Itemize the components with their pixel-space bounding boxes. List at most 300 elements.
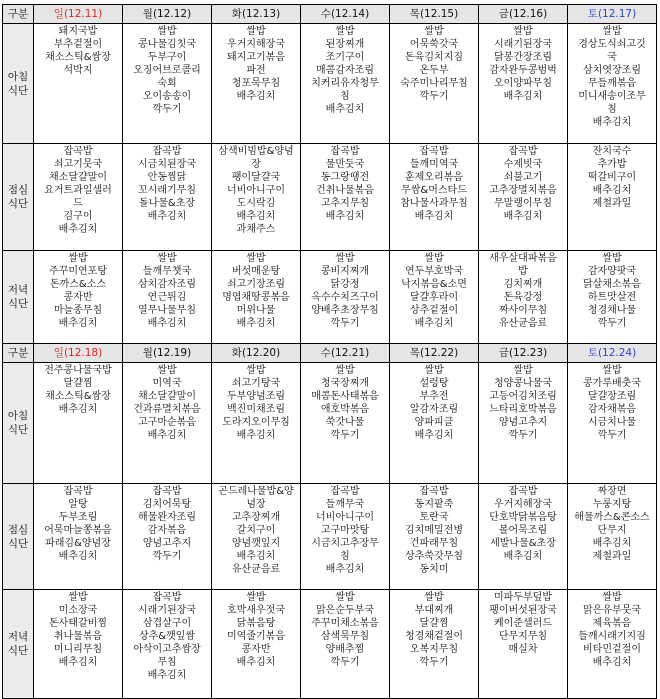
menu-item: 고추장멸치볶음 xyxy=(489,185,557,196)
menu-item: 미소장국 xyxy=(58,605,98,616)
menu-item: 쌀밥 xyxy=(246,365,266,376)
menu-item: 된장찌개 xyxy=(325,39,365,50)
menu-item: 취나물볶음 xyxy=(53,631,103,642)
menu-cell xyxy=(568,363,657,484)
menu-item: 수제빗국 xyxy=(503,159,543,170)
menu-item: 쌀밥 xyxy=(335,592,355,603)
menu-item: 옥수수치즈구이 xyxy=(311,292,379,303)
menu-item: 삼색비빔밥&양념 xyxy=(218,146,294,157)
menu-item: 숙회 xyxy=(157,78,177,89)
menu-item: 알탕 xyxy=(68,499,88,510)
menu-item: 닭살채소볶음 xyxy=(583,279,641,290)
menu-item: 케이준샐러드 xyxy=(494,618,552,629)
menu-item: 버섯매운탕 xyxy=(231,266,281,277)
menu-item: 돈까스&소스 xyxy=(49,279,107,290)
menu-cell xyxy=(479,363,568,484)
menu-cell xyxy=(301,144,390,251)
menu-item: 채소스틱&쌈장 xyxy=(45,52,111,63)
menu-item: 쑥갓나물 xyxy=(325,417,365,428)
menu-cell xyxy=(479,590,568,699)
menu-item: 콩가루배춧국 xyxy=(583,378,641,389)
menu-item: 감자완두콩범벅 xyxy=(489,65,557,76)
menu-item: 부추전 xyxy=(419,391,449,402)
menu-item: 돼지국밥 xyxy=(58,26,98,37)
menu-item: 훈제오리볶음 xyxy=(405,172,463,183)
menu-item: 과채주스 xyxy=(236,224,276,235)
menu-item: 쌀밥 xyxy=(246,26,266,37)
menu-item: 열무나물무침 xyxy=(138,305,196,316)
menu-item: 짜장면 xyxy=(597,486,627,497)
menu-cell xyxy=(479,251,568,344)
menu-item: 백진미채조림 xyxy=(227,404,285,415)
menu-item: 김치찌개 xyxy=(503,279,543,290)
menu-item: 배추김치 xyxy=(325,564,365,575)
week-header-row xyxy=(3,5,657,24)
meal-row xyxy=(3,363,657,484)
menu-item: 어묵쑥갓국 xyxy=(409,39,459,50)
day-header: 토(12.24) xyxy=(568,344,657,363)
menu-item: 배추김치 xyxy=(147,318,187,329)
menu-item: 쌀밥 xyxy=(602,253,622,264)
menu-item: 배추김치 xyxy=(325,104,365,115)
menu-item: 달걀장조림 xyxy=(587,391,637,402)
menu-item: 무쌈&머스타드 xyxy=(401,185,467,196)
day-header: 목(12.22) xyxy=(390,344,479,363)
menu-item: 깍두기 xyxy=(330,430,360,441)
menu-cell xyxy=(390,590,479,699)
menu-item: 깍두기 xyxy=(152,551,182,562)
menu-item: 미역줄기볶음 xyxy=(227,631,285,642)
day-header: 화(12.20) xyxy=(212,344,301,363)
menu-item: 어묵마늘쫑볶음 xyxy=(44,525,112,536)
menu-item: 깍두기 xyxy=(419,657,449,668)
menu-item: 부추겉절이 xyxy=(53,39,103,50)
menu-item: 추가밥 xyxy=(597,159,627,170)
menu-item: 고추장찌개 xyxy=(231,512,281,523)
menu-item: 잡곡밥 xyxy=(508,486,538,497)
menu-item: 배추김치 xyxy=(503,211,543,222)
menu-item: 콩자반 xyxy=(241,644,271,655)
menu-item: 삼겹살구이 xyxy=(142,618,192,629)
menu-item: 도시락김 xyxy=(236,198,276,209)
menu-item: 쌀밥 xyxy=(602,365,622,376)
menu-item: 맑은순두부국 xyxy=(316,605,374,616)
menu-item: 볼어묵조림 xyxy=(498,525,548,536)
meal-label xyxy=(3,484,34,590)
menu-item: 낙지볶음&소면 xyxy=(401,279,467,290)
menu-item: 잡곡밥 xyxy=(63,486,93,497)
day-header: 일(12.11) xyxy=(34,5,123,24)
meal-row xyxy=(3,144,657,251)
menu-item: 상추겉절이 xyxy=(409,305,459,316)
menu-item: 도라지오이무침 xyxy=(222,417,290,428)
menu-item: 고등어김치조림 xyxy=(489,391,557,402)
menu-item: 짜사이무침 xyxy=(498,305,548,316)
menu-item: 쌀밥 xyxy=(424,592,444,603)
menu-item: 배추김치 xyxy=(236,91,276,102)
menu-item: 알감자조림 xyxy=(409,404,459,415)
menu-item: 잔치국수 xyxy=(592,146,632,157)
weekly-menu-table xyxy=(2,4,657,699)
day-header: 월(12.12) xyxy=(123,5,212,24)
menu-item: 쌀밥 xyxy=(157,26,177,37)
menu-item: 유산균음료 xyxy=(498,318,548,329)
menu-item: 배추김치 xyxy=(58,404,98,415)
menu-item: 닭강정 xyxy=(330,279,360,290)
menu-item: 양념고추지 xyxy=(498,417,548,428)
menu-item: 두부구이 xyxy=(147,52,187,63)
header-label: 구분 xyxy=(3,5,34,24)
menu-item: 비타민겉절이 xyxy=(583,644,641,655)
menu-item: 상추쑥갓무침 xyxy=(405,551,463,562)
menu-item: 감자채볶음 xyxy=(587,404,637,415)
menu-item: 물만둣국 xyxy=(325,159,365,170)
menu-cell xyxy=(479,144,568,251)
menu-item: 동그랑땡전 xyxy=(320,172,370,183)
menu-item: 배추김치 xyxy=(414,211,454,222)
menu-item: 배추김치 xyxy=(592,538,632,549)
menu-item: 돈육강정 xyxy=(503,292,543,303)
meal-label-line: 식단 xyxy=(7,537,29,550)
menu-cell xyxy=(212,144,301,251)
menu-item: 들깨무챗국 xyxy=(142,266,192,277)
menu-item: 무말랭이무침 xyxy=(494,198,552,209)
menu-item: 쌀밥 xyxy=(335,365,355,376)
menu-item: 깍두기 xyxy=(508,430,538,441)
menu-item: 주꾸미연포탕 xyxy=(49,266,107,277)
menu-item: 매실차 xyxy=(508,644,538,655)
meal-label xyxy=(3,363,34,484)
menu-item: 잡곡밥 xyxy=(419,146,449,157)
menu-item: 침 xyxy=(340,91,350,102)
menu-item: 제철과일 xyxy=(592,551,632,562)
menu-cell xyxy=(479,24,568,144)
menu-item: 양파피클 xyxy=(414,417,454,428)
menu-item: 건파래무침 xyxy=(409,538,459,549)
meal-label-line: 저녁 xyxy=(7,284,29,296)
day-header: 수(12.21) xyxy=(301,344,390,363)
menu-cell xyxy=(123,24,212,144)
menu-item: 해물완자조림 xyxy=(138,512,196,523)
menu-item: 누룽지탕 xyxy=(592,499,632,510)
menu-cell xyxy=(123,251,212,344)
menu-cell xyxy=(123,590,212,699)
menu-item: 념장 xyxy=(246,499,266,510)
meal-label-line: 식단 xyxy=(7,84,29,97)
menu-item: 쌀밥 xyxy=(513,365,533,376)
menu-item: 건과류멸치볶음 xyxy=(133,404,201,415)
menu-item: 밥 xyxy=(518,266,528,277)
menu-item: 닭봉간장조림 xyxy=(494,52,552,63)
menu-item: 연두부호박국 xyxy=(405,266,463,277)
menu-item: 쌀밥 xyxy=(68,592,88,603)
menu-item: 미역국 xyxy=(152,378,182,389)
menu-item: 청국장찌개 xyxy=(320,378,370,389)
menu-cell xyxy=(301,251,390,344)
menu-cell xyxy=(212,363,301,484)
menu-item: 배추김치 xyxy=(147,670,187,681)
menu-item: 시금치된장국 xyxy=(138,159,196,170)
meal-label xyxy=(3,144,34,251)
menu-item: 쌀밥 xyxy=(602,26,622,37)
menu-item: 양념깻잎지 xyxy=(231,538,281,549)
menu-cell xyxy=(212,590,301,699)
menu-item: 배추김치 xyxy=(414,318,454,329)
menu-item: 깍두기 xyxy=(597,430,627,441)
menu-item: 치커리유자청무 xyxy=(311,78,379,89)
menu-cell xyxy=(212,24,301,144)
menu-item: 달걀찜 xyxy=(419,618,449,629)
menu-item: 쌀밥 xyxy=(68,253,88,264)
menu-item: 시금치나물 xyxy=(587,417,637,428)
menu-item: 국 xyxy=(607,52,617,63)
menu-item: 양배추찜 xyxy=(325,644,365,655)
menu-item: 아삭이고추쌈장 xyxy=(133,644,201,655)
menu-item: 배추김치 xyxy=(58,657,98,668)
menu-item: 쌀밥 xyxy=(335,253,355,264)
menu-cell xyxy=(301,484,390,590)
menu-item: 배추김치 xyxy=(414,430,454,441)
menu-item: 채소스틱&쌈장 xyxy=(45,391,111,402)
menu-cell xyxy=(568,590,657,699)
menu-item: 장 xyxy=(251,159,261,170)
menu-item: 갈치구이 xyxy=(236,525,276,536)
menu-item: 닭볶음탕 xyxy=(236,618,276,629)
day-header: 토(12.17) xyxy=(568,5,657,24)
menu-item: 쌀밥 xyxy=(157,365,177,376)
menu-item: 단무지 xyxy=(597,525,627,536)
menu-item: 부대찌개 xyxy=(414,605,454,616)
menu-item: 새우살대파볶음 xyxy=(489,253,557,264)
menu-item: 해물까스&콘소스 xyxy=(574,512,650,523)
menu-item: 느타리호박볶음 xyxy=(489,404,557,415)
menu-item: 온두부 xyxy=(419,65,449,76)
menu-item: 매콤돈사태볶음 xyxy=(311,391,379,402)
menu-cell xyxy=(301,590,390,699)
menu-cell xyxy=(34,251,123,344)
menu-item: 청양콩나물국 xyxy=(494,378,552,389)
menu-item: 마늘종무침 xyxy=(53,305,103,316)
meal-row xyxy=(3,251,657,344)
day-header: 수(12.14) xyxy=(301,5,390,24)
menu-item: 오복지무침 xyxy=(409,644,459,655)
menu-item: 상추&깻잎쌈 xyxy=(138,631,196,642)
meal-label-line: 점심 xyxy=(7,523,29,536)
menu-item: 애호박볶음 xyxy=(320,404,370,415)
menu-cell xyxy=(212,484,301,590)
menu-item: 미파두부덮밥 xyxy=(494,592,552,603)
menu-item: 달걀찜 xyxy=(63,378,93,389)
menu-item: 깍두기 xyxy=(330,657,360,668)
menu-item: 청경채겉절이 xyxy=(405,631,463,642)
menu-cell xyxy=(34,484,123,590)
menu-item: 쇠불고기 xyxy=(503,172,543,183)
menu-item: 배추김치 xyxy=(236,211,276,222)
menu-body xyxy=(3,5,657,699)
menu-item: 잡곡밥 xyxy=(152,486,182,497)
menu-item: 청포묵무침 xyxy=(231,78,281,89)
menu-item: 채소달걀말이 xyxy=(49,172,107,183)
menu-item: 오이송송이 xyxy=(142,91,192,102)
day-header: 금(12.23) xyxy=(479,344,568,363)
meal-label-line: 점심 xyxy=(7,184,29,196)
menu-item: 들깨미역국 xyxy=(409,159,459,170)
menu-item: 하트맛살전 xyxy=(587,292,637,303)
menu-item: 무들깨볶음 xyxy=(587,78,637,89)
menu-item: 머위나물 xyxy=(236,305,276,316)
meal-label xyxy=(3,24,34,144)
menu-item: 잡곡밥 xyxy=(152,592,182,603)
header-label: 구분 xyxy=(3,344,34,363)
menu-item: 감자볶음 xyxy=(147,525,187,536)
meal-label-line: 식단 xyxy=(7,298,29,310)
menu-item: 배추김치 xyxy=(503,551,543,562)
menu-cell xyxy=(34,24,123,144)
menu-item: 두부조림 xyxy=(58,512,98,523)
menu-item: 배추김치 xyxy=(147,430,187,441)
menu-item: 쌀밥 xyxy=(246,253,266,264)
menu-item: 쌀밥 xyxy=(157,253,177,264)
menu-item: 깍두기 xyxy=(330,318,360,329)
menu-item: 쌀밥 xyxy=(246,592,266,603)
menu-item: 채소달걀말이 xyxy=(138,391,196,402)
menu-item: 요거트과일샐러 xyxy=(44,185,112,196)
menu-item: 배추김치 xyxy=(58,318,98,329)
menu-item: 쇠고기뭇국 xyxy=(53,159,103,170)
menu-item: 배추김치 xyxy=(236,430,276,441)
menu-item: 잡곡밥 xyxy=(330,486,360,497)
menu-item: 시금치고추장무 xyxy=(311,538,379,549)
menu-item: 조기구이 xyxy=(325,52,365,63)
menu-cell xyxy=(390,24,479,144)
menu-item: 안동찜닭 xyxy=(147,172,187,183)
menu-cell xyxy=(123,144,212,251)
menu-item: 잡곡밥 xyxy=(330,146,360,157)
menu-item: 침 xyxy=(607,104,617,115)
day-header: 금(12.16) xyxy=(479,5,568,24)
menu-cell xyxy=(568,484,657,590)
menu-item: 숙주미나리무침 xyxy=(400,78,468,89)
menu-item: 배추김치 xyxy=(503,91,543,102)
menu-item: 배추김치 xyxy=(592,657,632,668)
menu-item: 잡곡밥 xyxy=(152,146,182,157)
menu-item: 연근튀김 xyxy=(147,292,187,303)
menu-item: 곤드레나물밥&양 xyxy=(218,486,294,497)
menu-item: 배추김치 xyxy=(58,224,98,235)
menu-item: 배추김치 xyxy=(147,211,187,222)
menu-item: 김치메밀전병 xyxy=(405,525,463,536)
menu-item: 미니리무침 xyxy=(53,644,103,655)
menu-item: 토란국 xyxy=(419,512,449,523)
menu-item: 김치어묵탕 xyxy=(142,499,192,510)
menu-item: 제육볶음 xyxy=(592,618,632,629)
menu-item: 깍두기 xyxy=(597,318,627,329)
menu-item: 석박지 xyxy=(63,65,93,76)
menu-item: 양념고추지 xyxy=(142,538,192,549)
menu-item: 유산균음료 xyxy=(231,564,281,575)
menu-item: 쌀밥 xyxy=(335,26,355,37)
day-header: 목(12.15) xyxy=(390,5,479,24)
menu-item: 꼬시래기무침 xyxy=(138,185,196,196)
day-header: 화(12.13) xyxy=(212,5,301,24)
menu-item: 청경채나물 xyxy=(587,305,637,316)
menu-cell xyxy=(34,144,123,251)
menu-cell xyxy=(123,363,212,484)
menu-item: 주꾸미채소볶음 xyxy=(311,618,379,629)
menu-cell xyxy=(34,363,123,484)
menu-item: 고구마맛탕 xyxy=(320,525,370,536)
menu-item: 시래기된장국 xyxy=(138,605,196,616)
menu-cell xyxy=(301,363,390,484)
meal-row xyxy=(3,24,657,144)
menu-item: 전주콩나물국밥 xyxy=(44,365,112,376)
menu-item: 배추김치 xyxy=(325,211,365,222)
menu-item: 콩자반 xyxy=(63,292,93,303)
menu-cell xyxy=(123,484,212,590)
menu-cell xyxy=(390,363,479,484)
menu-item: 달걀후라이 xyxy=(409,292,459,303)
menu-item: 오징어브로콜리 xyxy=(133,65,201,76)
menu-item: 세발나물&초장 xyxy=(490,538,556,549)
menu-item: 시래기된장국 xyxy=(494,39,552,50)
menu-item: 잡곡밥 xyxy=(419,486,449,497)
menu-item: 콩비지찌개 xyxy=(320,266,370,277)
menu-item: 삼치감자조림 xyxy=(138,279,196,290)
menu-item: 참나물사과무침 xyxy=(400,198,468,209)
meal-label-line: 식단 xyxy=(7,424,29,436)
day-header: 일(12.18) xyxy=(34,344,123,363)
menu-item: 단호박닭볶음탕 xyxy=(489,512,557,523)
menu-item: 미니새송이조무 xyxy=(578,91,646,102)
menu-item: 배추김치 xyxy=(592,117,632,128)
menu-item: 쌀밥 xyxy=(602,592,622,603)
menu-item: 돼지고기볶음 xyxy=(227,52,285,63)
menu-item: 깍두기 xyxy=(419,91,449,102)
meal-label-line: 저녁 xyxy=(7,631,29,643)
menu-item: 감자양팟국 xyxy=(587,266,637,277)
menu-item: 배추김치 xyxy=(236,551,276,562)
menu-item: 쌀밥 xyxy=(424,365,444,376)
menu-item: 무침 xyxy=(157,657,177,668)
menu-item: 파전 xyxy=(246,65,266,76)
menu-cell xyxy=(568,144,657,251)
meal-row xyxy=(3,484,657,590)
menu-item: 제철과일 xyxy=(592,198,632,209)
menu-item: 잡곡밥 xyxy=(508,146,538,157)
menu-cell xyxy=(390,251,479,344)
menu-item: 우거지해장국 xyxy=(494,499,552,510)
menu-item: 고추지무침 xyxy=(320,198,370,209)
menu-item: 우거지해장국 xyxy=(227,39,285,50)
menu-item: 드 xyxy=(73,198,83,209)
menu-item: 배추김치 xyxy=(58,551,98,562)
meal-row xyxy=(3,590,657,699)
menu-item: 팽이버섯된장국 xyxy=(489,605,557,616)
menu-item: 동지팥죽 xyxy=(414,499,454,510)
menu-item: 떡갈비구이 xyxy=(587,172,637,183)
menu-item: 파래김&양념장 xyxy=(45,538,111,549)
meal-label xyxy=(3,251,34,344)
menu-item: 침 xyxy=(340,551,350,562)
menu-item: 양배추초장무침 xyxy=(311,305,379,316)
day-header: 월(12.19) xyxy=(123,344,212,363)
menu-item: 배추김치 xyxy=(236,657,276,668)
menu-item: 쌀밥 xyxy=(513,26,533,37)
menu-item: 잡곡밥 xyxy=(63,146,93,157)
meal-label-line: 아침 xyxy=(7,70,29,83)
menu-item: 쌀밥 xyxy=(424,253,444,264)
menu-item: 삼색묵무침 xyxy=(320,631,370,642)
